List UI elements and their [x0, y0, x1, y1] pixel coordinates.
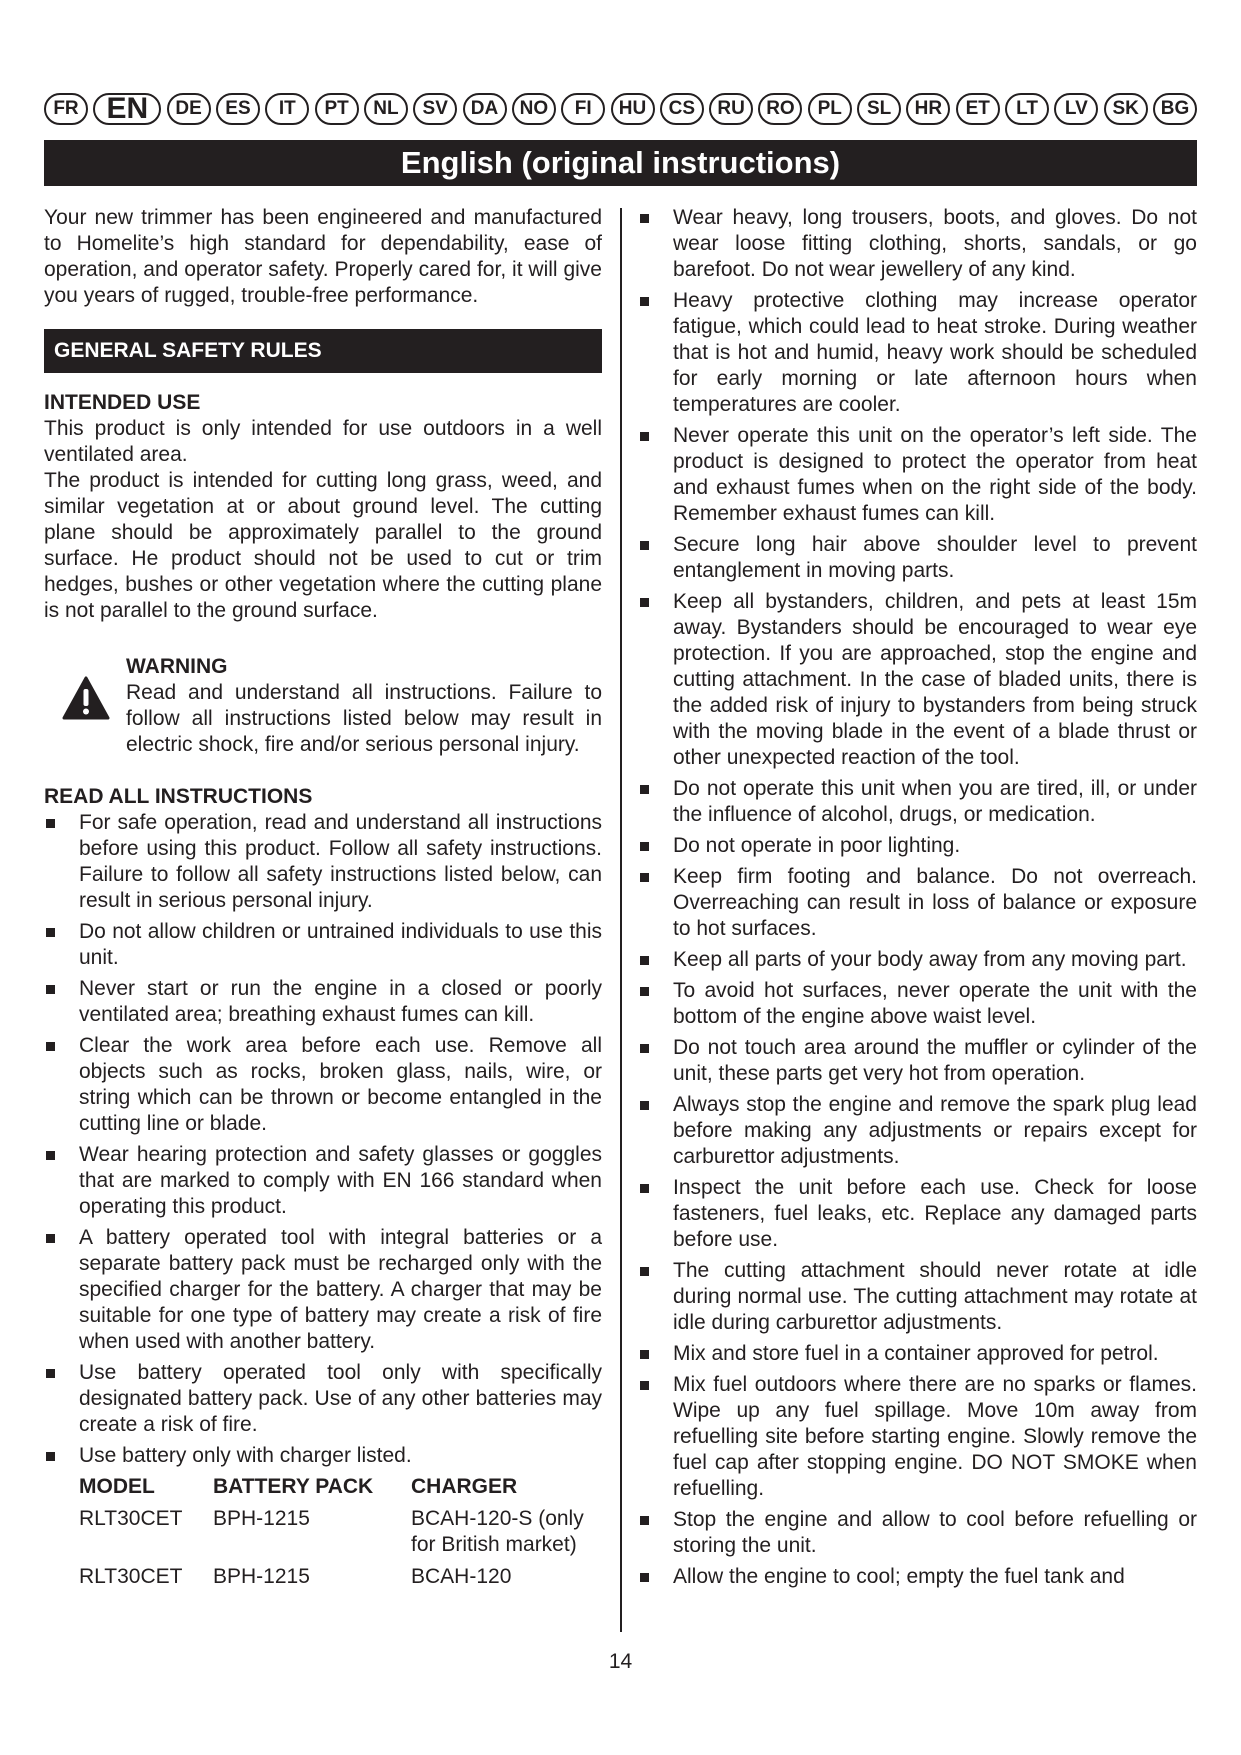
lang-tab-fi[interactable]: FI — [561, 93, 605, 125]
lang-tab-et[interactable]: ET — [956, 93, 1000, 125]
read-all-list — [44, 810, 602, 1469]
page-number: 14 — [608, 1650, 633, 1673]
table-cell: RLT30CET — [79, 1507, 183, 1530]
list-item: Inspect the unit before each use. Check for loose fasteners, fuel leaks, etc. Replace any damaged parts before use. — [638, 1175, 1197, 1253]
column-header: MODEL — [79, 1475, 155, 1498]
lang-tab-sl[interactable]: SL — [857, 93, 901, 125]
lang-tab-sk[interactable]: SK — [1104, 93, 1148, 125]
table-cell: BCAH-120 — [411, 1565, 512, 1588]
column-header: BATTERY PACK — [213, 1475, 374, 1498]
warning-box — [44, 654, 602, 758]
lang-tab-fr[interactable]: FR — [44, 93, 88, 125]
list-item: Keep firm footing and balance. Do not overreach. Overreaching can result in loss of balance or exposure to hot surfaces. — [638, 864, 1197, 942]
lang-tab-sv[interactable]: SV — [413, 93, 457, 125]
safety-list — [638, 205, 1197, 1590]
list-item: A battery operated tool with integral batteries or a separate battery pack must be recharged only with the specified charger for the battery. A charger that may be suitable for one type of battery may create a risk of fire when used with another battery. — [44, 1225, 602, 1355]
list-item: Wear heavy, long trousers, boots, and gloves. Do not wear loose fitting clothing, shorts, sandals, or go barefoot. Do not wear jewellery of any kind. — [638, 205, 1197, 283]
list-item: Use battery operated tool only with specifically designated battery pack. Use of any other batteries may create a risk of fire. — [44, 1360, 602, 1438]
section-heading: GENERAL SAFETY RULES — [44, 329, 602, 373]
table-header-row — [79, 1474, 601, 1506]
list-item: Never operate this unit on the operator’s left side. The product is designed to protect the operator from heat and exhaust fumes when on the right side of the body. Remember exhaust fumes can kill. — [638, 423, 1197, 527]
lang-tab-nl[interactable]: NL — [364, 93, 408, 125]
list-item: Allow the engine to cool; empty the fuel tank and — [638, 1564, 1197, 1590]
lang-tab-lv[interactable]: LV — [1054, 93, 1098, 125]
lang-tab-de[interactable]: DE — [167, 93, 211, 125]
list-item: Never start or run the engine in a closed or poorly ventilated area; breathing exhaust fumes can kill. — [44, 976, 602, 1028]
lang-tab-en[interactable]: EN — [93, 93, 161, 125]
lang-tab-pt[interactable]: PT — [315, 93, 359, 125]
warning-heading: WARNING — [126, 655, 228, 678]
lang-tab-lt[interactable]: LT — [1005, 93, 1049, 125]
lang-tab-da[interactable]: DA — [463, 93, 507, 125]
lang-tab-no[interactable]: NO — [512, 93, 556, 125]
charger-table — [79, 1474, 601, 1596]
list-item: Clear the work area before each use. Remove all objects such as rocks, broken glass, nails, wire, or string which can be thrown or become entangled in the cutting line or blade. — [44, 1033, 602, 1137]
language-tabs — [44, 93, 1197, 127]
table-cell: BPH-1215 — [213, 1565, 310, 1588]
table-cell: BPH-1215 — [213, 1507, 310, 1530]
table-row — [79, 1506, 601, 1564]
lang-tab-hu[interactable]: HU — [611, 93, 655, 125]
warning-triangle-icon — [62, 676, 110, 720]
left-column — [44, 205, 602, 1596]
list-item: Do not operate in poor lighting. — [638, 833, 1197, 859]
list-item: Do not operate this unit when you are tired, ill, or under the influence of alcohol, drugs, or medication. — [638, 776, 1197, 828]
list-item: Keep all bystanders, children, and pets at least 15m away. Bystanders should be encouraged to wear eye protection. If you are approached, stop the engine and cutting attachment. In the case of bladed units, there is the added risk of injury to bystanders from being struck with the moving blade in the event of a blade thrust or other unexpected reaction of the tool. — [638, 589, 1197, 771]
list-item: Do not touch area around the muffler or cylinder of the unit, these parts get very hot from operation. — [638, 1035, 1197, 1087]
lang-tab-it[interactable]: IT — [265, 93, 309, 125]
lang-tab-ro[interactable]: RO — [758, 93, 802, 125]
warning-text: Read and understand all instructions. Failure to follow all instructions listed below may result in electric shock, fire and/or serious personal injury. — [126, 681, 602, 756]
list-item: Mix and store fuel in a container approved for petrol. — [638, 1341, 1197, 1367]
lang-tab-hr[interactable]: HR — [906, 93, 950, 125]
list-item: To avoid hot surfaces, never operate the unit with the bottom of the engine above waist level. — [638, 978, 1197, 1030]
intended-use-paragraph: The product is intended for cutting long grass, weed, and similar vegetation at or about ground level. The cutting plane should be approximately parallel to the ground surface. He product should not be used to cut or trim hedges, bushes or other vegetation where the cutting plane is not parallel to the ground surface. — [44, 469, 602, 622]
list-item: The cutting attachment should never rotate at idle during normal use. The cutting attachment may rotate at idle during carburettor adjustments. — [638, 1258, 1197, 1336]
lang-tab-ru[interactable]: RU — [709, 93, 753, 125]
column-header: CHARGER — [411, 1475, 518, 1498]
lang-tab-bg[interactable]: BG — [1153, 93, 1197, 125]
list-item: Secure long hair above shoulder level to prevent entanglement in moving parts. — [638, 532, 1197, 584]
list-item: Mix fuel outdoors where there are no sparks or flames. Wipe up any fuel spillage. Move 10m away from refuelling site before starting engine. Slowly remove the fuel cap after stopping engine. DO NOT SMOKE when refuelling. — [638, 1372, 1197, 1502]
list-item: Wear hearing protection and safety glasses or goggles that are marked to comply with EN 166 standard when operating this product. — [44, 1142, 602, 1220]
list-item: Use battery only with charger listed. — [44, 1443, 602, 1469]
lang-tab-es[interactable]: ES — [216, 93, 260, 125]
read-all-heading: READ ALL INSTRUCTIONS — [44, 785, 313, 808]
table-row — [79, 1564, 601, 1596]
lang-tab-pl[interactable]: PL — [808, 93, 852, 125]
list-item: Stop the engine and allow to cool before refuelling or storing the unit. — [638, 1507, 1197, 1559]
list-item: Heavy protective clothing may increase operator fatigue, which could lead to heat stroke. During weather that is hot and humid, heavy work should be scheduled for early morning or late afternoon hours when temperatures are cooler. — [638, 288, 1197, 418]
list-item: Always stop the engine and remove the spark plug lead before making any adjustments or repairs except for carburettor adjustments. — [638, 1092, 1197, 1170]
table-cell: BCAH-120-S (only for British market) — [411, 1507, 584, 1556]
page-title: English (original instructions) — [44, 140, 1197, 186]
intro-paragraph: Your new trimmer has been engineered and manufactured to Homelite’s high standard for dependability, ease of operation, and operator safety. Properly cared for, it will give you years of rugged, trouble-free performance. — [44, 206, 602, 307]
lang-tab-cs[interactable]: CS — [660, 93, 704, 125]
intended-use-paragraph: This product is only intended for use outdoors in a well ventilated area. — [44, 417, 602, 466]
list-item: For safe operation, read and understand all instructions before using this product. Follow all safety instructions. Failure to follow all safety instructions listed below, can result in serious personal injury. — [44, 810, 602, 914]
table-cell: RLT30CET — [79, 1565, 183, 1588]
right-column — [638, 205, 1197, 1595]
list-item: Do not allow children or untrained individuals to use this unit. — [44, 919, 602, 971]
list-item: Keep all parts of your body away from any moving part. — [638, 947, 1197, 973]
intended-use-heading: INTENDED USE — [44, 391, 201, 414]
column-divider — [620, 208, 622, 1632]
